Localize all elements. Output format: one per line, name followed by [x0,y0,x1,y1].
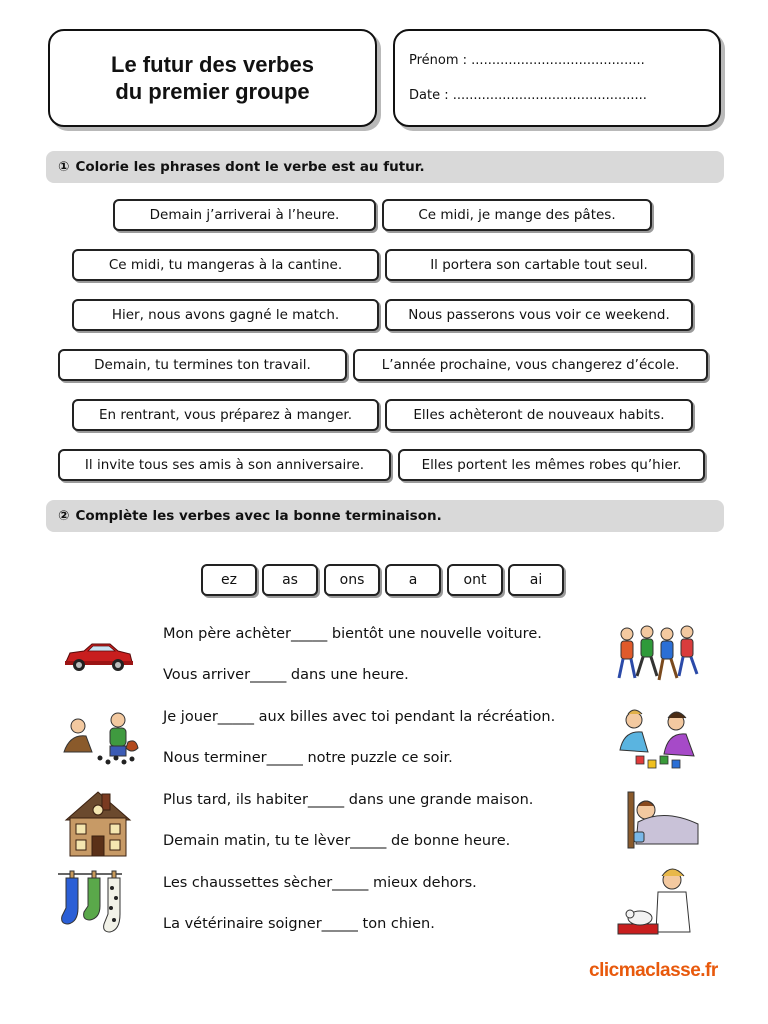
section-2-number: ② [58,508,70,524]
exercise-sentence[interactable]: Mon père achèter_____ bientôt une nouvelle voiture. [163,626,542,642]
section-2-instruction-bar [46,500,724,532]
section-1-instruction: Colorie les phrases dont le verbe est au futur. [75,159,425,175]
exercise-sentence[interactable]: La vétérinaire soigner_____ ton chien. [163,916,435,932]
ending-box[interactable]: ont [447,564,503,596]
house-icon [62,786,134,858]
sentence-box[interactable]: Ce midi, je mange des pâtes. [382,199,652,231]
sentence-box[interactable]: Il portera son cartable tout seul. [385,249,693,281]
sentence-box[interactable]: Il invite tous ses amis à son anniversaire. [58,449,391,481]
exercise-sentence[interactable]: Je jouer_____ aux billes avec toi pendant la récréation. [163,709,556,725]
sentence-box[interactable]: Elles portent les mêmes robes qu’hier. [398,449,705,481]
exercise-sentence[interactable]: Plus tard, ils habiter_____ dans une grande maison. [163,792,534,808]
sentence-box[interactable]: En rentrant, vous préparez à manger. [72,399,379,431]
ending-box[interactable]: a [385,564,441,596]
prenom-field[interactable]: Prénom : .......................................... [409,53,645,68]
sentence-box[interactable]: Hier, nous avons gagné le match. [72,299,379,331]
sentence-box[interactable]: Demain j’arriverai à l’heure. [113,199,376,231]
exercise-sentence[interactable]: Les chaussettes sècher_____ mieux dehors. [163,875,477,891]
ending-box[interactable]: ai [508,564,564,596]
worksheet-title-line-2: du premier groupe [115,79,310,104]
veterinarian-icon [616,866,700,940]
sentence-box[interactable]: Nous passerons vous voir ce weekend. [385,299,693,331]
car-icon [62,638,134,674]
socks-icon [56,868,124,940]
ending-box[interactable]: as [262,564,318,596]
section-1-number: ① [58,159,70,175]
exercise-sentence[interactable]: Demain matin, tu te lèver_____ de bonne heure. [163,833,511,849]
marbles-children-icon [56,708,142,768]
date-field[interactable]: Date : ............................................... [409,88,647,103]
sleeping-child-icon [624,788,702,852]
clicmaclasse-logo: clicmaclasse.fr [589,960,718,981]
worksheet-title-box [48,29,377,127]
exercise-sentence[interactable]: Nous terminer_____ notre puzzle ce soir. [163,750,453,766]
sentence-box[interactable]: Ce midi, tu mangeras à la cantine. [72,249,379,281]
ending-box[interactable]: ons [324,564,380,596]
exercise-sentence[interactable]: Vous arriver_____ dans une heure. [163,667,409,683]
sentence-box[interactable]: Demain, tu termines ton travail. [58,349,347,381]
sentence-box[interactable]: Elles achèteront de nouveaux habits. [385,399,693,431]
puzzle-children-icon [614,706,702,772]
running-children-icon [615,622,703,690]
section-2-instruction: Complète les verbes avec la bonne terminaison. [75,508,442,524]
sentence-box[interactable]: L’année prochaine, vous changerez d’école. [353,349,708,381]
worksheet-title-line-1: Le futur des verbes [111,52,314,77]
section-1-instruction-bar [46,151,724,183]
ending-box[interactable]: ez [201,564,257,596]
student-info-box [393,29,721,127]
